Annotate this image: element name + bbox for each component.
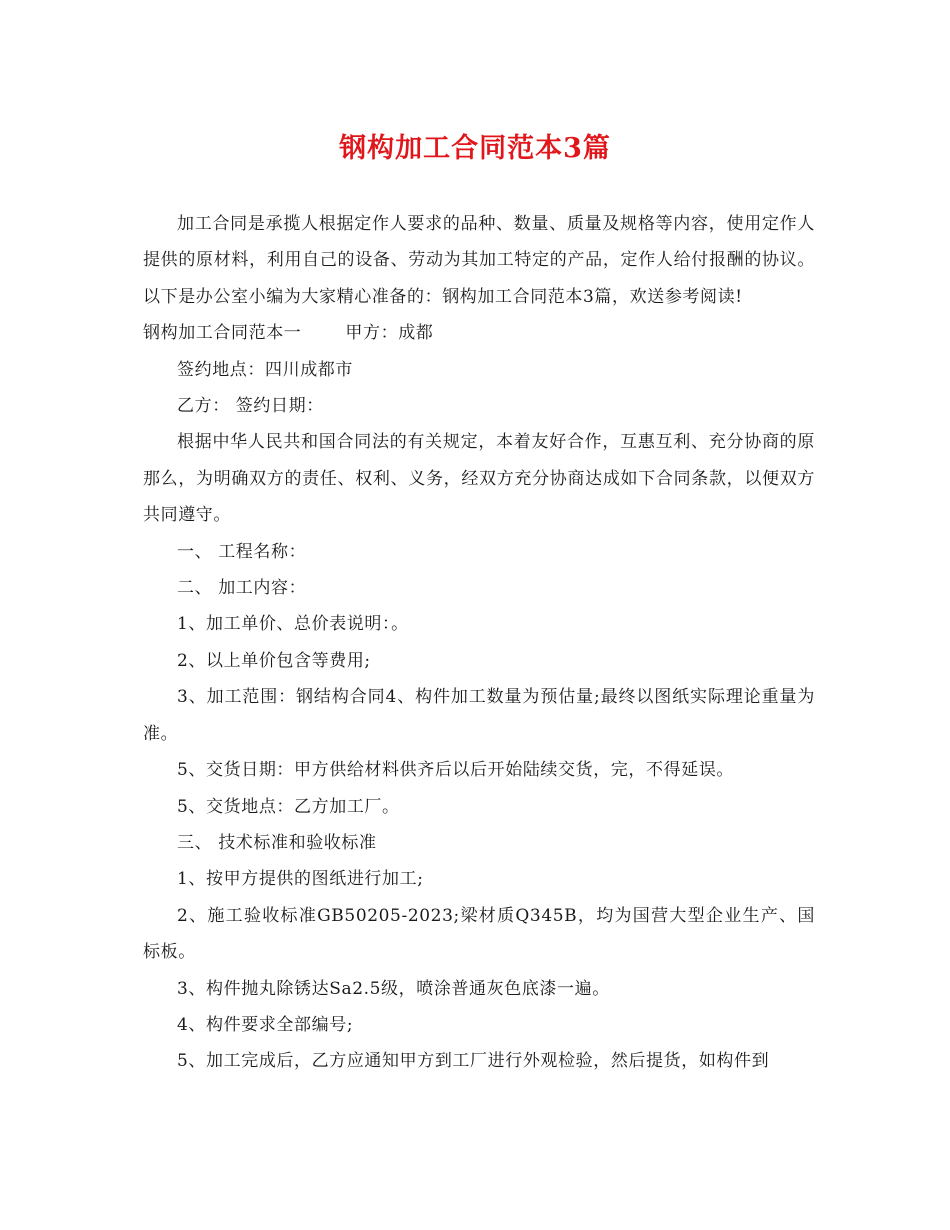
clause-line: 一、 工程名称： — [177, 541, 307, 562]
clause-line: 5、交货地点：乙方加工厂。 — [177, 796, 400, 817]
sign-place: 签约地点：四川成都市 — [177, 359, 353, 380]
party-a: 甲方：成都 — [345, 323, 434, 344]
section-heading-line — [143, 315, 815, 351]
clause-line: 4、构件要求全部编号; — [177, 1014, 354, 1035]
clause-line: 2、以上单价包含等费用; — [177, 650, 371, 671]
clause-line: 三、 技术标准和验收标准 — [177, 832, 377, 853]
clause-line: 3、加工范围：钢结构合同4、构件加工数量为预估量;最终以图纸实际理论重量为准。 — [143, 687, 815, 744]
section-heading: 钢构加工合同范本一 — [143, 323, 302, 344]
clause-line: 二、 加工内容： — [177, 578, 307, 599]
clause-line: 3、构件抛丸除锈达Sa2.5级，喷涂普通灰色底漆一遍。 — [177, 978, 610, 999]
clause-line: 5、交货日期：甲方供给材料供齐后以后开始陆续交货，完，不得延误。 — [177, 760, 735, 781]
clause-line: 1、加工单价、总价表说明：。 — [177, 614, 409, 635]
clause-line: 1、按甲方提供的图纸进行加工; — [177, 869, 424, 890]
clause-line: 5、加工完成后，乙方应通知甲方到工厂进行外观检验，然后提货，如构件到 — [177, 1051, 770, 1072]
clause-line: 2、施工验收标准GB50205-2023;梁材质Q345B，均为国营大型企业生产、国标板。 — [143, 905, 815, 963]
document-title: 钢构加工合同范本3篇 — [339, 133, 611, 164]
party-b: 乙方： 签约日期： — [177, 396, 324, 417]
document-body — [143, 206, 815, 1080]
preamble-paragraph: 根据中华人民共和国合同法的有关规定，本着友好合作，互惠互利、充分协商的原那么，为明确双方的责任、权利、义务，经双方充分协商达成如下合同条款，以便双方共同遵守。 — [143, 432, 815, 526]
intro-paragraph: 加工合同是承揽人根据定作人要求的品种、数量、质量及规格等内容，使用定作人提供的原材料，利用自己的设备、劳动为其加工特定的产品，定作人给付报酬的协议。以下是办公室小编为大家精心准备的：钢构加工合同范本3篇，欢送参考阅读! — [143, 214, 815, 307]
